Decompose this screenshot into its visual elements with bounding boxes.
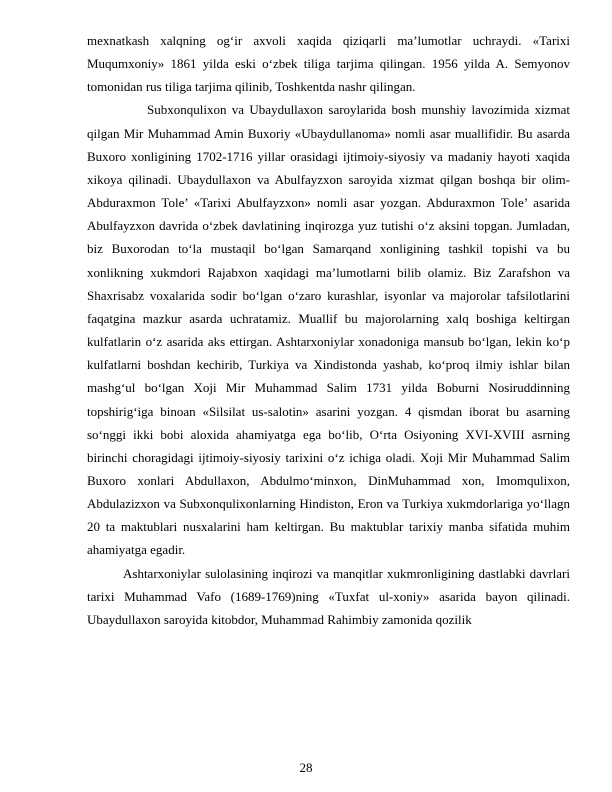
paragraph-1: mexnatkash xalqning og‘ir axvoli xaqida qiziqarli ma’lumotlar uchraydi. «Tarixi Muqumxoniy» 1861 yilda eski o‘zbek tiliga tarjima qilingan. 1956 yilda A. Semyonov tomonidan rus tiliga tarjima qilinib, Toshkentda nashr qilingan. xyxy=(87,33,570,95)
document-page xyxy=(87,29,570,631)
paragraph-2: Subxonqulixon va Ubaydullaxon saroylarida bosh munshiy lavozimida xizmat qilgan Mir Muhammad Amin Buxoriy «Ubaydullanoma» nomli asar muallifidir. Bu asarda Buxoro xonligining 1702-1716 yillar orasidagi ijtimoiy-siyosiy va madaniy hayoti xaqida xikoya qilinadi. Ubaydullaxon va Abulfayzxon saroyida xizmat qilgan boshqa bir olim-Abduraxmon Tole’ «Tarixi Abulfayzxon» nomli asar yozgan. Abduraxmon Tole’ asarida Abulfayzxon davrida o‘zbek davlatining inqirozga yuz tutishi o‘z aksini topgan. Jumladan, biz Buxorodan to‘la mustaqil bo‘lgan Samarqand xonligining tashkil topishi va bu xonlikning xukmdori Rajabxon xaqidagi ma’lumotlarni bilib olamiz. Biz Zarafshon va Shaxrisabz voxalarida sodir bo‘lgan o‘zaro kurashlar, isyonlar va majorolar tafsilotlarini faqatgina mazkur asarda uchratamiz. Muallif bu majorolarning xalq boshiga keltirgan kulfatlarin o‘z asarida aks ettirgan. Ashtarxoniylar xonadoniga mansub bo‘lgan, lekin ko‘p kulfatlarni boshdan kechirib, Turkiya va Xindistonda yashab, ko‘proq ilmiy ishlar bilan mashg‘ul bo‘lgan Xoji Mir Muhammad Salim 1731 yilda Boburni Nosiruddinning topshirig‘iga binoan «Silsilat us-salotin» asarini yozgan. 4 qismdan iborat bu asarning so‘nggi ikki bobi aloxida ahamiyatga ega bo‘lib, O‘rta Osiyoning XVI-XVIII asrning birinchi choragidagi ijtimoiy-siyosiy tarixini o‘z ichiga oladi. Xoji Mir Muhammad Salim Buxoro xonlari Abdullaxon, Abdulmo‘minxon, DinMuhammad xon, Imomqulixon, Abdulazizxon va Subxonqulixonlarning Hindiston, Eron va Turkiya xukmdorlariga yo‘llagn 20 ta maktublari nusxalarini ham keltirgan. Bu maktublar tarixiy manba sifatida muhim ahamiyatga egadir. xyxy=(87,102,570,558)
paragraph-3: Ashtarxoniylar sulolasining inqirozi va manqitlar xukmronligining dastlabki davrlari tarixi Muhammad Vafo (1689-1769)ning «Tuxfat ul-xoniy» asarida bayon qilinadi. Ubaydullaxon saroyida kitobdor, Muhammad Rahimbiy zamonida qozilik xyxy=(87,565,570,627)
page-number: 28 xyxy=(299,760,313,775)
